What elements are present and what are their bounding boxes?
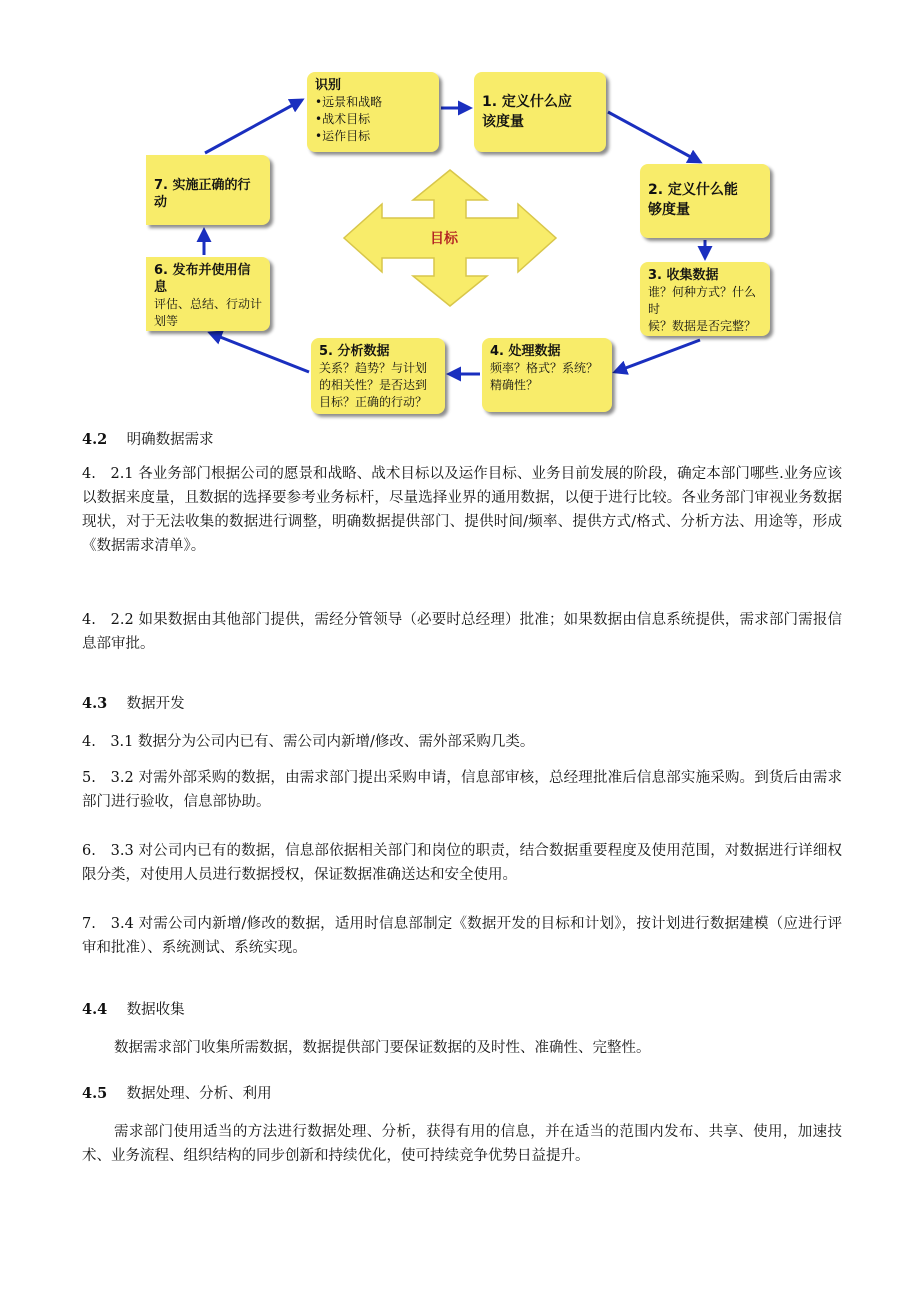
section-heading-4-5 (82, 1084, 272, 1104)
measurement-cycle-diagram (0, 0, 920, 425)
step-6-line: 评估、总结、行动计 (154, 297, 263, 311)
identify-title: 识别 (315, 78, 342, 93)
section-title: 数据处理、分析、利用 (126, 1086, 272, 1102)
step-2-box (640, 164, 770, 238)
step-1-line: 1. 定义什么应 (482, 94, 572, 110)
diagram-arrows (0, 0, 920, 425)
clause-text: 数据分为公司内已有、需公司内新增/修改、需外部采购几类。 (138, 734, 535, 750)
paragraph-4-3-2 (82, 766, 842, 814)
clause-number: 6. 3.3 (82, 843, 134, 859)
clause-number: 4. 2.1 (82, 466, 134, 482)
identify-item: •远景和战略 (315, 95, 383, 109)
section-title: 数据收集 (126, 1002, 185, 1018)
section-title: 数据开发 (126, 696, 185, 712)
paragraph-4-2-2 (82, 608, 842, 656)
step-1-line: 该度量 (482, 114, 524, 130)
step-3-line: 谁？何种方式？什么时 (648, 285, 757, 316)
step-6-line: 划等 (154, 314, 179, 328)
step-7-box (146, 155, 270, 225)
step-5-title: 5. 分析数据 (319, 344, 390, 359)
arrow-5-to-6 (210, 333, 309, 372)
paragraph-4-3-3 (82, 839, 842, 887)
step-5-box (311, 338, 445, 414)
step-4-line: 频率？格式？系统？ (490, 361, 599, 375)
arrow-1-to-2 (608, 112, 700, 162)
section-heading-4-3 (82, 694, 185, 714)
step-4-line: 精确性？ (490, 378, 539, 392)
step-5-line: 的相关性？是否达到 (319, 378, 428, 392)
clause-text: 各业务部门根据公司的愿景和战略、战术目标以及运作目标、业务目前发展的阶段，确定本部门哪些.业务应该以数据来度量，且数据的选择要参考业务标杆，尽量选择业界的通用数据，以便于进行比较。各业务部门审视业务数据现状，对于无法收集的数据进行调整，明确数据提供部门、提供时间/频率、提供方式/格式、分析方法、用途等，形成《数据需求清单》。 (82, 466, 842, 554)
clause-number: 7. 3.4 (82, 916, 134, 932)
paragraph-4-3-4 (82, 912, 842, 960)
section-heading-4-4 (82, 1000, 185, 1020)
step-5-line: 目标？正确的行动？ (319, 395, 428, 409)
goal-label: 目标 (430, 231, 458, 247)
section-number: 4.3 (82, 695, 108, 712)
step-2-line: 2. 定义什么能 (648, 182, 738, 198)
paragraph-4-4-body: 数据需求部门收集所需数据，数据提供部门要保证数据的及时性、准确性、完整性。 (114, 1040, 651, 1056)
step-6-title: 6. 发布并使用信息 (154, 263, 251, 295)
paragraph-4-2-1 (82, 462, 842, 558)
step-5-line: 关系？趋势？与计划 (319, 361, 428, 375)
section-heading-4-2 (82, 430, 214, 450)
identify-item: •战术目标 (315, 112, 371, 126)
clause-text: 对公司内已有的数据，信息部依据相关部门和岗位的职责，结合数据重要程度及使用范围，对数据进行详细权限分类，对使用人员进行数据授权，保证数据准确送达和安全使用。 (82, 843, 843, 883)
arrow-3-to-4 (615, 340, 700, 372)
clause-number: 4. 3.1 (82, 734, 134, 750)
clause-number: 5. 3.2 (82, 770, 134, 786)
section-number: 4.2 (82, 431, 108, 448)
paragraph-4-3-1 (82, 730, 842, 754)
section-title: 明确数据需求 (126, 432, 214, 448)
step-4-box (482, 338, 612, 412)
identify-box (307, 72, 439, 152)
paragraph-4-5-body: 需求部门使用适当的方法进行数据处理、分析，获得有用的信息，并在适当的范围内发布、共享、使用，加速技术、业务流程、组织结构的同步创新和持续优化，使可持续竞争优势日益提升。 (82, 1124, 842, 1164)
step-3-line: 候？数据是否完整？ (648, 319, 757, 333)
clause-text: 如果数据由其他部门提供，需经分管领导（必要时总经理）批准；如果数据由信息系统提供，需求部门需报信息部审批。 (82, 612, 843, 652)
section-number: 4.4 (82, 1001, 108, 1018)
clause-text: 对需公司内新增/修改的数据，适用时信息部制定《数据开发的目标和计划》，按计划进行数据建模（应进行评审和批准）、系统测试、系统实现。 (82, 916, 842, 956)
section-number: 4.5 (82, 1085, 108, 1102)
step-3-title: 3. 收集数据 (648, 268, 719, 283)
step-3-box (640, 262, 770, 336)
clause-text: 对需外部采购的数据，由需求部门提出采购申请，信息部审核，总经理批准后信息部实施采购。到货后由需求部门进行验收，信息部协助。 (82, 770, 843, 810)
clause-number: 4. 2.2 (82, 612, 134, 628)
identify-item: •运作目标 (315, 129, 371, 143)
step-2-line: 够度量 (648, 202, 690, 218)
arrow-7-to-identify (205, 100, 302, 153)
step-6-box (146, 257, 270, 331)
step-7-title: 7. 实施正确的行动 (154, 178, 251, 210)
step-1-box (474, 72, 606, 152)
step-4-title: 4. 处理数据 (490, 344, 561, 359)
